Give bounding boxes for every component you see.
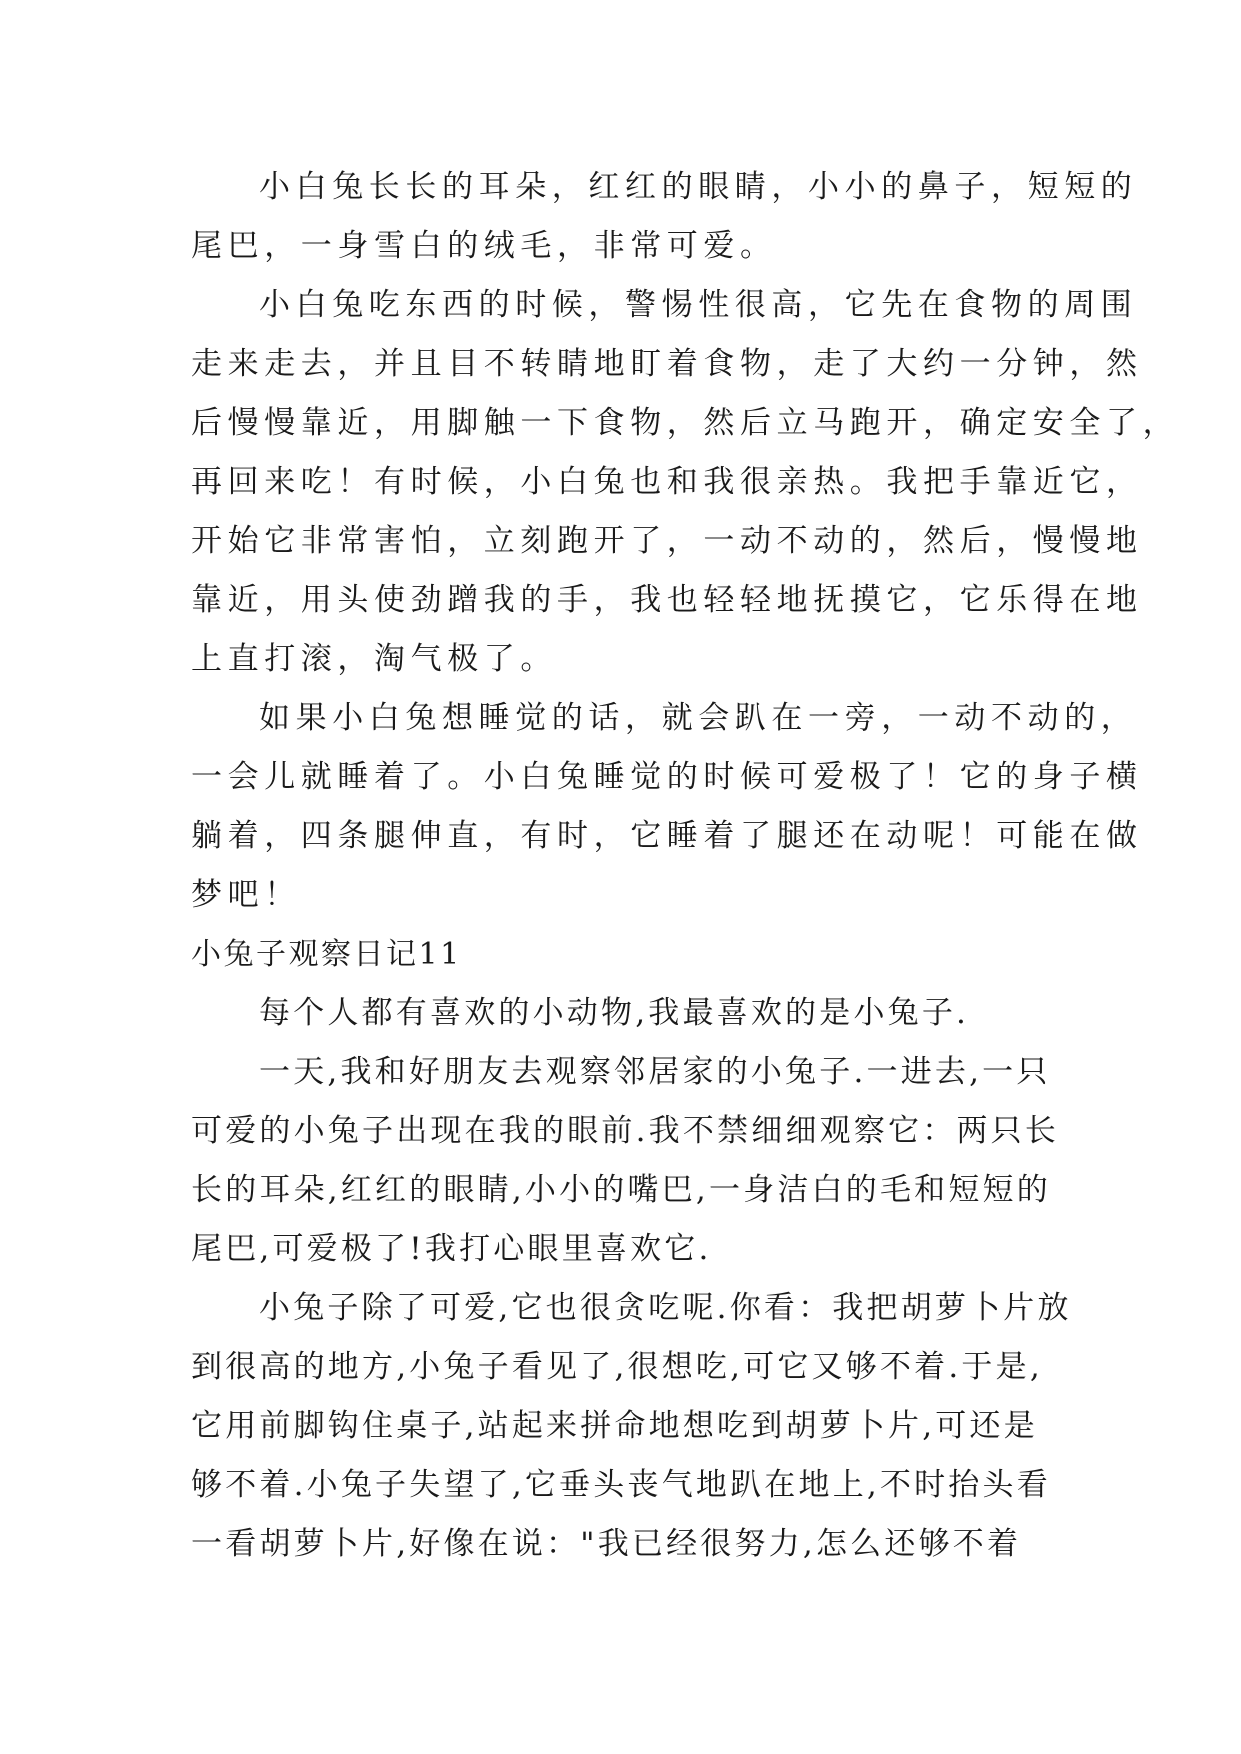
text-line: 小白兔吃东西的时候，警惕性很高，它先在食物的周围 xyxy=(259,287,1138,323)
text-line: 它用前脚钩住桌子,站起来拼命地想吃到胡萝卜片,可还是 xyxy=(191,1408,1038,1444)
text-line: 一天,我和好朋友去观察邻居家的小兔子.一进去,一只 xyxy=(259,1054,1051,1090)
text-line: 一看胡萝卜片,好像在说："我已经很努力,怎么还够不着 xyxy=(191,1526,1022,1562)
document-body xyxy=(191,158,1180,1574)
text-line: 够不着.小兔子失望了,它垂头丧气地趴在地上,不时抬头看 xyxy=(191,1467,1051,1503)
paragraph xyxy=(191,984,1051,1043)
text-line: 小兔子除了可爱,它也很贪吃呢.你看：我把胡萝卜片放 xyxy=(259,1290,1072,1326)
text-line: 小白兔长长的耳朵，红红的眼睛，小小的鼻子，短短的 xyxy=(259,169,1138,205)
section-title: 小兔子观察日记11 xyxy=(191,937,462,972)
text-line: 走来走去，并且目不转睛地盯着食物，走了大约一分钟，然 xyxy=(191,346,1143,382)
text-line: 靠近，用头使劲蹭我的手，我也轻轻地抚摸它，它乐得在地 xyxy=(191,582,1143,618)
text-line: 上直打滚，淘气极了。 xyxy=(191,641,557,677)
text-line: 梦吧！ xyxy=(191,877,301,913)
text-line: 尾巴,可爱极了!我打心眼里喜欢它. xyxy=(191,1231,712,1267)
text-line: 躺着，四条腿伸直，有时，它睡着了腿还在动呢！可能在做 xyxy=(191,818,1143,854)
text-line: 长的耳朵,红红的眼睛,小小的嘴巴,一身洁白的毛和短短的 xyxy=(191,1172,1051,1208)
text-line: 如果小白兔想睡觉的话，就会趴在一旁，一动不动的， xyxy=(259,700,1138,736)
text-line: 开始它非常害怕，立刻跑开了，一动不动的，然后，慢慢地 xyxy=(191,523,1143,559)
paragraph xyxy=(191,158,1138,276)
paragraph xyxy=(191,1043,1060,1279)
text-line: 到很高的地方,小兔子看见了,很想吃,可它又够不着.于是, xyxy=(191,1349,1043,1385)
section-body xyxy=(191,984,1072,1574)
text-line: 可爱的小兔子出现在我的眼前.我不禁细细观察它：两只长 xyxy=(191,1113,1060,1149)
text-line: 后慢慢靠近，用脚触一下食物，然后立马跑开，确定安全了， xyxy=(191,405,1180,441)
paragraph xyxy=(191,276,1180,689)
text-line: 一会儿就睡着了。小白兔睡觉的时候可爱极了！它的身子横 xyxy=(191,759,1143,795)
text-line: 尾巴，一身雪白的绒毛，非常可爱。 xyxy=(191,228,777,264)
text-line: 每个人都有喜欢的小动物,我最喜欢的是小兔子. xyxy=(259,995,970,1031)
paragraph xyxy=(191,1279,1072,1574)
paragraph xyxy=(191,689,1143,925)
text-line: 再回来吃！有时候，小白兔也和我很亲热。我把手靠近它， xyxy=(191,464,1143,500)
